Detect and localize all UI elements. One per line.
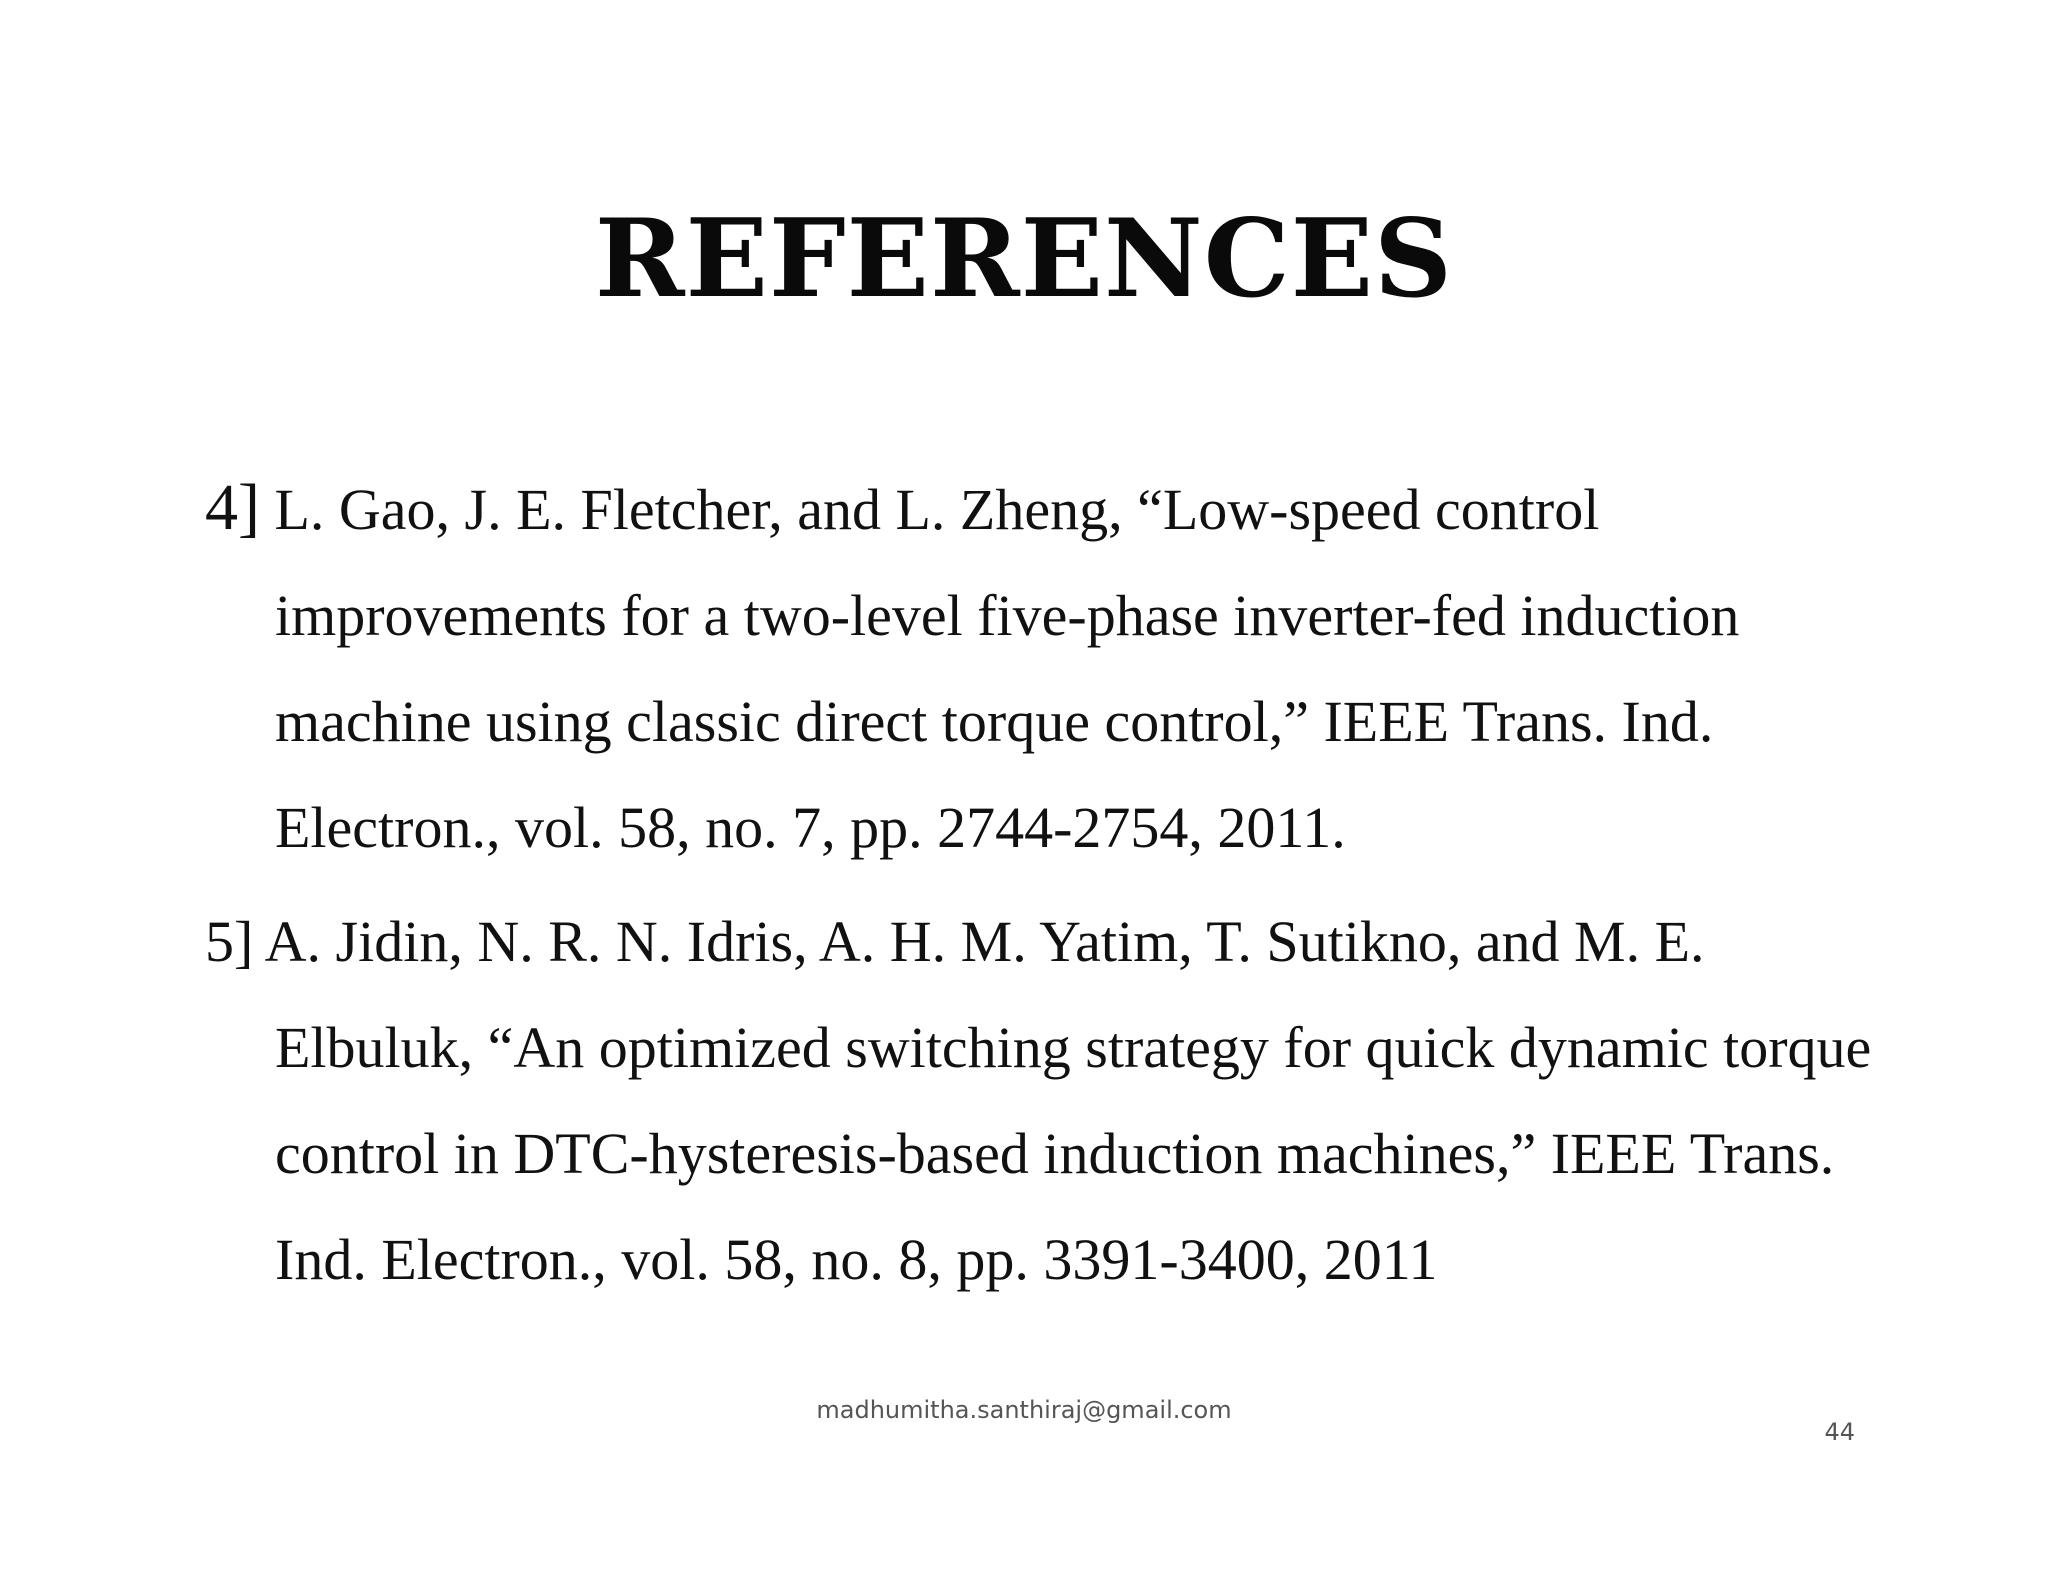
reference-item-4 — [205, 455, 1885, 881]
slide-title: REFERENCES — [594, 196, 1454, 322]
reference-list — [205, 455, 1885, 1313]
reference-item-5 — [205, 889, 1885, 1313]
page-number: 44 — [1824, 1418, 1855, 1446]
reference-text: L. Gao, J. E. Fletcher, and L. Zheng, “Low-speed control improvements for a two-level five-phase inverter-fed induction machine using classic direct torque control,” IEEE Trans. Ind. Electron., vol. 58, no. 7, pp. 2744-2754, 2011. — [274, 477, 1740, 860]
footer-email: madhumitha.santhiraj@gmail.com — [816, 1396, 1232, 1424]
reference-number: 4] — [205, 471, 260, 544]
reference-text: A. Jidin, N. R. N. Idris, A. H. M. Yatim, T. Sutikno, and M. E. Elbuluk, “An optimized switching strategy for quick dynamic torque control in DTC-hysteresis-based induction machines,” IEEE Trans. Ind. Electron., vol. 58, no. 8, pp. 3391-3400, 2011 — [264, 909, 1872, 1292]
reference-number: 5] — [205, 909, 254, 974]
